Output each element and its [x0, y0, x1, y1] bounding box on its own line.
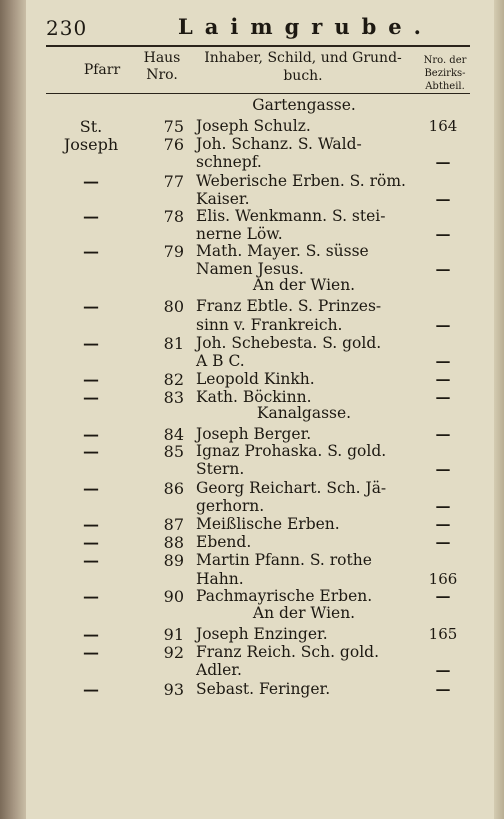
- owner-sign-cell: Georg Reichart. Sch. Jä-: [196, 479, 387, 497]
- district-number-cell: —: [435, 153, 451, 171]
- owner-sign-cell: Joh. Schanz. S. Wald-: [196, 135, 362, 153]
- pfarr-cell: —: [83, 242, 99, 261]
- table-row: [0, 388, 504, 415]
- house-number-cell: 82: [163, 370, 184, 389]
- district-number-cell: —: [435, 497, 451, 515]
- table-row: [0, 680, 504, 707]
- district-number-cell: 166: [428, 570, 458, 588]
- district-number-cell: —: [435, 587, 451, 605]
- pfarr-cell: —: [83, 587, 99, 606]
- district-number-cell: 164: [428, 117, 458, 135]
- district-number-cell: —: [435, 425, 451, 443]
- owner-sign-cell: Pachmayrische Erben.: [196, 587, 373, 605]
- house-number-cell: 85: [163, 442, 184, 461]
- district-number-cell: —: [435, 260, 451, 278]
- header-haus: Haus: [143, 50, 181, 66]
- owner-sign-cell: Weberische Erben. S. röm.: [196, 172, 406, 190]
- owner-sign-cell: A B C.: [196, 352, 245, 370]
- pfarr-cell: —: [83, 551, 99, 570]
- owner-sign-cell: Ebend.: [196, 533, 252, 551]
- pfarr-cell: St.: [79, 117, 103, 136]
- running-head: Laimgrube.: [178, 14, 433, 39]
- header-bezirk-line3: Abtheil.: [425, 81, 465, 92]
- section-gartengasse: Gartengasse.: [252, 96, 356, 114]
- district-number-cell: 165: [428, 625, 458, 643]
- district-number-cell: —: [435, 370, 451, 388]
- owner-sign-cell: schnepf.: [196, 153, 262, 171]
- owner-sign-cell: Stern.: [196, 460, 245, 478]
- house-number-cell: 87: [163, 515, 184, 534]
- owner-sign-cell: Meißlische Erben.: [196, 515, 340, 533]
- district-number-cell: —: [435, 225, 451, 243]
- section-an-der-wien-2: An der Wien.: [252, 604, 356, 622]
- house-number-cell: 75: [163, 117, 184, 136]
- header-bezirk-line1: Nro. der: [423, 55, 467, 66]
- pfarr-cell: —: [83, 515, 99, 534]
- pfarr-cell: —: [83, 425, 99, 444]
- pfarr-cell: —: [83, 533, 99, 552]
- owner-sign-cell: Hahn.: [196, 570, 244, 588]
- section-kanalgasse: Kanalgasse.: [256, 404, 352, 422]
- owner-sign-cell: Sebast. Feringer.: [196, 680, 331, 698]
- owner-sign-cell: nerne Löw.: [196, 225, 283, 243]
- pfarr-cell: —: [83, 643, 99, 662]
- table-row: [0, 587, 504, 614]
- owner-sign-cell: Franz Ebtle. S. Prinzes-: [196, 297, 382, 315]
- house-number-cell: 77: [163, 172, 184, 191]
- district-number-cell: —: [435, 515, 451, 533]
- pfarr-cell: —: [83, 172, 99, 191]
- header-bottom-rule: [46, 93, 470, 94]
- owner-sign-cell: Adler.: [196, 661, 242, 679]
- owner-sign-cell: Elis. Wenkmann. S. stei-: [196, 207, 386, 225]
- district-number-cell: —: [435, 190, 451, 208]
- owner-sign-cell: Math. Mayer. S. süsse: [196, 242, 369, 260]
- district-number-cell: —: [435, 533, 451, 551]
- pfarr-cell: —: [83, 442, 99, 461]
- pfarr-cell: —: [83, 479, 99, 498]
- owner-sign-cell: Joseph Enzinger.: [196, 625, 328, 643]
- house-number-cell: 81: [163, 334, 184, 353]
- district-number-cell: —: [435, 661, 451, 679]
- house-number-cell: 90: [163, 587, 184, 606]
- owner-sign-cell: Kaiser.: [196, 190, 250, 208]
- house-number-cell: 79: [163, 242, 184, 261]
- page-number: 230: [46, 16, 88, 40]
- header-top-rule: [46, 45, 470, 47]
- district-number-cell: —: [435, 316, 451, 334]
- district-number-cell: —: [435, 388, 451, 406]
- header-nro: Nro.: [146, 67, 178, 83]
- house-number-cell: 84: [163, 425, 184, 444]
- owner-sign-cell: gerhorn.: [196, 497, 265, 515]
- house-number-cell: 78: [163, 207, 184, 226]
- house-number-cell: 76: [163, 135, 184, 154]
- table-row: [0, 260, 504, 287]
- owner-sign-cell: sinn v. Frankreich.: [196, 316, 343, 334]
- pfarr-cell: —: [83, 680, 99, 699]
- owner-sign-cell: Joseph Berger.: [196, 425, 312, 443]
- owner-sign-cell: Franz Reich. Sch. gold.: [196, 643, 379, 661]
- pfarr-cell: —: [83, 334, 99, 353]
- pfarr-cell: Joseph: [63, 135, 119, 154]
- owner-sign-cell: Namen Jesus.: [196, 260, 304, 278]
- house-number-cell: 92: [163, 643, 184, 662]
- house-number-cell: 80: [163, 297, 184, 316]
- pfarr-cell: —: [83, 388, 99, 407]
- house-number-cell: 88: [163, 533, 184, 552]
- district-number-cell: —: [435, 352, 451, 370]
- header-inhaber-line1: Inhaber, Schild, und Grund-: [204, 50, 402, 66]
- header-bezirk-line2: Bezirks-: [424, 68, 466, 79]
- owner-sign-cell: Joseph Schulz.: [196, 117, 311, 135]
- pfarr-cell: —: [83, 207, 99, 226]
- house-number-cell: 86: [163, 479, 184, 498]
- pfarr-cell: —: [83, 297, 99, 316]
- header-inhaber-line2: buch.: [283, 68, 323, 84]
- owner-sign-cell: Leopold Kinkh.: [196, 370, 315, 388]
- owner-sign-cell: Kath. Böckinn.: [196, 388, 312, 406]
- house-number-cell: 91: [163, 625, 184, 644]
- house-number-cell: 83: [163, 388, 184, 407]
- pfarr-cell: —: [83, 625, 99, 644]
- district-number-cell: —: [435, 460, 451, 478]
- owner-sign-cell: Joh. Schebesta. S. gold.: [196, 334, 382, 352]
- pfarr-cell: —: [83, 370, 99, 389]
- district-number-cell: —: [435, 680, 451, 698]
- house-number-cell: 93: [163, 680, 184, 699]
- header-pfarr: Pfarr: [83, 62, 121, 78]
- house-number-cell: 89: [163, 551, 184, 570]
- section-an-der-wien-1: An der Wien.: [252, 276, 356, 294]
- owner-sign-cell: Martin Pfann. S. rothe: [196, 551, 372, 569]
- owner-sign-cell: Ignaz Prohaska. S. gold.: [196, 442, 387, 460]
